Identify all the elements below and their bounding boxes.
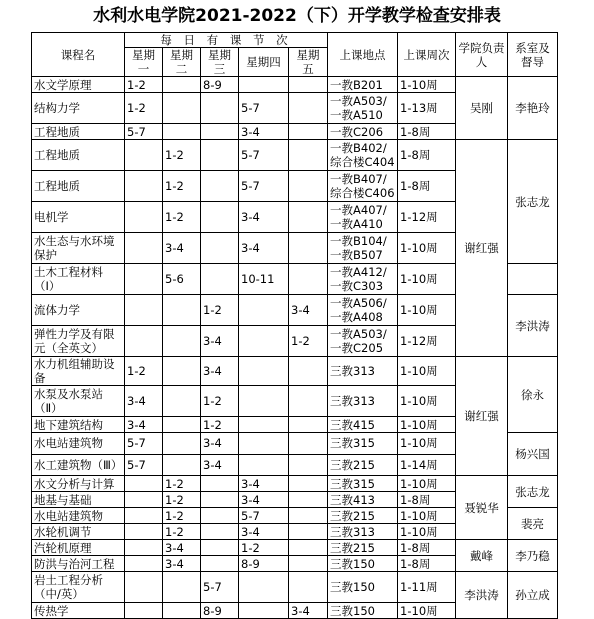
period-cell bbox=[289, 171, 328, 202]
period-cell: 3-4 bbox=[239, 202, 289, 233]
location-cell: 一教A412/一教C303 bbox=[328, 264, 398, 295]
weeks-cell: 1-8周 bbox=[398, 492, 456, 508]
location-cell: 三教313 bbox=[328, 524, 398, 540]
header-day-wed: 星期三 bbox=[201, 48, 239, 77]
location-cell: 三教150 bbox=[328, 556, 398, 572]
period-cell: 1-2 bbox=[163, 171, 201, 202]
period-cell: 3-4 bbox=[125, 417, 163, 433]
period-cell bbox=[289, 264, 328, 295]
weeks-cell: 1-10周 bbox=[398, 476, 456, 492]
period-cell bbox=[201, 556, 239, 572]
leader-cell: 谢红强 bbox=[456, 140, 508, 357]
period-cell: 5-6 bbox=[163, 264, 201, 295]
page-title: 水利水电学院2021-2022（下）开学教学检查安排表 bbox=[93, 6, 501, 26]
period-cell bbox=[125, 524, 163, 540]
course-name-cell: 弹性力学及有限元（全英文） bbox=[32, 326, 125, 357]
period-cell: 5-7 bbox=[125, 433, 163, 455]
supervisor-cell: 李艳玲 bbox=[508, 77, 558, 140]
weeks-cell: 1-12周 bbox=[398, 326, 456, 357]
course-name-cell: 水电站建筑物 bbox=[32, 508, 125, 524]
period-cell bbox=[125, 326, 163, 357]
course-name-cell: 水文学原理 bbox=[32, 77, 125, 93]
period-cell: 5-7 bbox=[239, 93, 289, 124]
location-cell: 一教B104/一教B507 bbox=[328, 233, 398, 264]
period-cell: 1-2 bbox=[125, 357, 163, 386]
period-cell bbox=[289, 233, 328, 264]
period-cell bbox=[125, 508, 163, 524]
location-cell: 三教313 bbox=[328, 357, 398, 386]
location-cell: 三教413 bbox=[328, 492, 398, 508]
weeks-cell: 1-10周 bbox=[398, 417, 456, 433]
period-cell: 5-7 bbox=[239, 171, 289, 202]
location-cell: 三教150 bbox=[328, 572, 398, 603]
period-cell bbox=[239, 77, 289, 93]
weeks-cell: 1-10周 bbox=[398, 386, 456, 417]
course-name-cell: 水力机组辅助设备 bbox=[32, 357, 125, 386]
period-cell bbox=[125, 603, 163, 619]
weeks-cell: 1-10周 bbox=[398, 603, 456, 619]
period-cell: 8-9 bbox=[201, 603, 239, 619]
period-cell bbox=[289, 357, 328, 386]
location-cell: 三教215 bbox=[328, 454, 398, 476]
period-cell bbox=[201, 171, 239, 202]
period-cell: 10-11 bbox=[239, 264, 289, 295]
period-cell bbox=[289, 540, 328, 556]
location-cell: 三教313 bbox=[328, 386, 398, 417]
weeks-cell: 1-10周 bbox=[398, 433, 456, 455]
course-name-cell: 防洪与治河工程 bbox=[32, 556, 125, 572]
period-cell bbox=[125, 492, 163, 508]
period-cell bbox=[289, 202, 328, 233]
period-cell bbox=[201, 476, 239, 492]
period-cell bbox=[289, 417, 328, 433]
period-cell: 1-2 bbox=[289, 326, 328, 357]
period-cell: 1-2 bbox=[163, 476, 201, 492]
period-cell bbox=[201, 93, 239, 124]
table-row bbox=[32, 77, 558, 93]
course-name-cell: 工程地质 bbox=[32, 171, 125, 202]
course-name-cell: 水电站建筑物 bbox=[32, 433, 125, 455]
period-cell bbox=[163, 386, 201, 417]
period-cell bbox=[289, 140, 328, 171]
period-cell: 3-4 bbox=[201, 433, 239, 455]
course-name-cell: 水文分析与计算 bbox=[32, 476, 125, 492]
period-cell: 3-4 bbox=[163, 233, 201, 264]
period-cell: 1-2 bbox=[163, 140, 201, 171]
location-cell: 三教415 bbox=[328, 417, 398, 433]
period-cell bbox=[289, 492, 328, 508]
schedule-table bbox=[31, 32, 558, 619]
period-cell bbox=[163, 357, 201, 386]
period-cell: 3-4 bbox=[125, 386, 163, 417]
header-day-tue: 星期二 bbox=[163, 48, 201, 77]
period-cell bbox=[289, 386, 328, 417]
header-day-fri: 星期五 bbox=[289, 48, 328, 77]
period-cell bbox=[289, 454, 328, 476]
location-cell: 一教C206 bbox=[328, 124, 398, 140]
period-cell: 3-4 bbox=[239, 476, 289, 492]
course-name-cell: 电机学 bbox=[32, 202, 125, 233]
weeks-cell: 1-10周 bbox=[398, 357, 456, 386]
course-name-cell: 工程地质 bbox=[32, 124, 125, 140]
period-cell bbox=[125, 295, 163, 326]
weeks-cell: 1-12周 bbox=[398, 202, 456, 233]
weeks-cell: 1-10周 bbox=[398, 524, 456, 540]
course-name-cell: 土木工程材料（Ⅰ） bbox=[32, 264, 125, 295]
course-name-cell: 岩土工程分析（中/英） bbox=[32, 572, 125, 603]
table-row bbox=[32, 540, 558, 556]
course-name-cell: 水生态与水环境保护 bbox=[32, 233, 125, 264]
period-cell: 3-4 bbox=[201, 326, 239, 357]
course-name-cell: 地基与基础 bbox=[32, 492, 125, 508]
leader-cell: 戴峰 bbox=[456, 540, 508, 572]
period-cell: 3-4 bbox=[201, 454, 239, 476]
weeks-cell: 1-13周 bbox=[398, 93, 456, 124]
supervisor-cell: 李乃稳 bbox=[508, 540, 558, 572]
table-row bbox=[32, 140, 558, 171]
location-cell: 一教B407/综合楼C406 bbox=[328, 171, 398, 202]
period-cell bbox=[163, 326, 201, 357]
period-cell bbox=[163, 93, 201, 124]
location-cell: 一教A407/一教A410 bbox=[328, 202, 398, 233]
period-cell bbox=[201, 124, 239, 140]
period-cell bbox=[125, 171, 163, 202]
supervisor-cell: 徐永 bbox=[508, 357, 558, 433]
leader-cell: 杨兴国 bbox=[508, 433, 558, 476]
period-cell bbox=[125, 540, 163, 556]
period-cell bbox=[163, 77, 201, 93]
period-cell bbox=[201, 540, 239, 556]
period-cell: 1-2 bbox=[201, 417, 239, 433]
weeks-cell: 1-10周 bbox=[398, 295, 456, 326]
period-cell bbox=[239, 295, 289, 326]
weeks-cell: 1-8周 bbox=[398, 171, 456, 202]
course-name-cell: 水轮机调节 bbox=[32, 524, 125, 540]
weeks-cell: 1-10周 bbox=[398, 264, 456, 295]
header-location: 上课地点 bbox=[328, 33, 398, 77]
period-cell: 8-9 bbox=[239, 556, 289, 572]
course-name-cell: 结构力学 bbox=[32, 93, 125, 124]
period-cell bbox=[125, 264, 163, 295]
period-cell: 3-4 bbox=[239, 492, 289, 508]
weeks-cell: 1-10周 bbox=[398, 77, 456, 93]
period-cell: 1-2 bbox=[163, 524, 201, 540]
period-cell: 3-4 bbox=[289, 603, 328, 619]
period-cell bbox=[239, 603, 289, 619]
period-cell bbox=[239, 386, 289, 417]
period-cell bbox=[163, 433, 201, 455]
period-cell bbox=[289, 572, 328, 603]
header-weeks: 上课周次 bbox=[398, 33, 456, 77]
header-course: 课程名 bbox=[32, 33, 125, 77]
location-cell: 三教150 bbox=[328, 603, 398, 619]
course-name-cell: 水工建筑物（Ⅲ） bbox=[32, 454, 125, 476]
period-cell: 3-4 bbox=[239, 233, 289, 264]
period-cell bbox=[201, 524, 239, 540]
period-cell bbox=[163, 295, 201, 326]
period-cell bbox=[289, 77, 328, 93]
period-cell: 5-7 bbox=[125, 124, 163, 140]
period-cell bbox=[289, 524, 328, 540]
period-cell bbox=[239, 572, 289, 603]
supervisor-cell: 张志龙 bbox=[508, 140, 558, 264]
period-cell: 5-7 bbox=[125, 454, 163, 476]
period-cell bbox=[125, 140, 163, 171]
period-cell bbox=[289, 93, 328, 124]
period-cell bbox=[289, 556, 328, 572]
supervisor-cell: 裴亮 bbox=[508, 508, 558, 540]
course-name-cell: 流体力学 bbox=[32, 295, 125, 326]
period-cell: 5-7 bbox=[239, 140, 289, 171]
period-cell: 3-4 bbox=[239, 524, 289, 540]
period-cell bbox=[239, 433, 289, 455]
header-day-mon: 星期一 bbox=[125, 48, 163, 77]
supervisor-cell: 孙立成 bbox=[508, 572, 558, 619]
supervisor-cell: 张志龙 bbox=[508, 476, 558, 508]
location-cell: 一教A503/一教A510 bbox=[328, 93, 398, 124]
period-cell: 1-2 bbox=[163, 508, 201, 524]
period-cell: 5-7 bbox=[239, 508, 289, 524]
location-cell: 三教315 bbox=[328, 433, 398, 455]
location-cell: 一教B201 bbox=[328, 77, 398, 93]
period-cell: 1-2 bbox=[125, 93, 163, 124]
leader-cell: 李洪涛 bbox=[456, 572, 508, 619]
header-day-thu: 星期四 bbox=[239, 48, 289, 77]
period-cell bbox=[289, 124, 328, 140]
course-name-cell: 水泵及水泵站（Ⅱ） bbox=[32, 386, 125, 417]
leader-cell: 聂锐华 bbox=[456, 476, 508, 540]
course-name-cell: 传热学 bbox=[32, 603, 125, 619]
course-name-cell: 汽轮机原理 bbox=[32, 540, 125, 556]
header-days-group: 每 日 有 课 节 次 bbox=[125, 33, 328, 48]
leader-cell: 谢红强 bbox=[456, 357, 508, 476]
course-name-cell: 地下建筑结构 bbox=[32, 417, 125, 433]
weeks-cell: 1-10周 bbox=[398, 233, 456, 264]
course-name-cell: 工程地质 bbox=[32, 140, 125, 171]
weeks-cell: 1-14周 bbox=[398, 454, 456, 476]
period-cell: 1-2 bbox=[201, 295, 239, 326]
period-cell bbox=[201, 140, 239, 171]
period-cell bbox=[125, 202, 163, 233]
period-cell: 1-2 bbox=[201, 386, 239, 417]
period-cell bbox=[201, 233, 239, 264]
period-cell bbox=[125, 556, 163, 572]
period-cell bbox=[163, 603, 201, 619]
leader-cell: 李洪涛 bbox=[508, 295, 558, 357]
period-cell bbox=[201, 264, 239, 295]
period-cell: 3-4 bbox=[163, 540, 201, 556]
period-cell bbox=[163, 572, 201, 603]
weeks-cell: 1-8周 bbox=[398, 540, 456, 556]
period-cell: 1-2 bbox=[163, 202, 201, 233]
header-leader: 学院负责人 bbox=[456, 33, 508, 77]
period-cell bbox=[201, 508, 239, 524]
period-cell bbox=[239, 454, 289, 476]
period-cell: 3-4 bbox=[201, 357, 239, 386]
period-cell bbox=[125, 476, 163, 492]
weeks-cell: 1-8周 bbox=[398, 124, 456, 140]
period-cell bbox=[163, 417, 201, 433]
location-cell: 一教A503/一教C205 bbox=[328, 326, 398, 357]
weeks-cell: 1-8周 bbox=[398, 556, 456, 572]
period-cell bbox=[163, 124, 201, 140]
location-cell: 三教215 bbox=[328, 508, 398, 524]
period-cell bbox=[125, 572, 163, 603]
table-row bbox=[32, 476, 558, 492]
weeks-cell: 1-8周 bbox=[398, 140, 456, 171]
period-cell: 8-9 bbox=[201, 77, 239, 93]
period-cell bbox=[239, 417, 289, 433]
location-cell: 三教315 bbox=[328, 476, 398, 492]
period-cell: 1-2 bbox=[163, 492, 201, 508]
period-cell bbox=[239, 357, 289, 386]
location-cell: 一教A506/一教A408 bbox=[328, 295, 398, 326]
header-supervisor: 系室及督导 bbox=[508, 33, 558, 77]
location-cell: 一教B402/综合楼C404 bbox=[328, 140, 398, 171]
period-cell bbox=[289, 476, 328, 492]
period-cell: 5-7 bbox=[201, 572, 239, 603]
weeks-cell: 1-10周 bbox=[398, 508, 456, 524]
table-row bbox=[32, 572, 558, 603]
period-cell bbox=[239, 326, 289, 357]
period-cell bbox=[289, 433, 328, 455]
period-cell: 1-2 bbox=[125, 77, 163, 93]
period-cell: 1-2 bbox=[239, 540, 289, 556]
period-cell: 3-4 bbox=[163, 556, 201, 572]
period-cell bbox=[201, 492, 239, 508]
leader-cell: 吴刚 bbox=[456, 77, 508, 140]
period-cell bbox=[125, 233, 163, 264]
period-cell bbox=[201, 202, 239, 233]
period-cell: 3-4 bbox=[289, 295, 328, 326]
period-cell bbox=[163, 454, 201, 476]
period-cell: 3-4 bbox=[239, 124, 289, 140]
location-cell: 三教215 bbox=[328, 540, 398, 556]
table-row bbox=[32, 357, 558, 386]
weeks-cell: 1-11周 bbox=[398, 572, 456, 603]
period-cell bbox=[289, 508, 328, 524]
